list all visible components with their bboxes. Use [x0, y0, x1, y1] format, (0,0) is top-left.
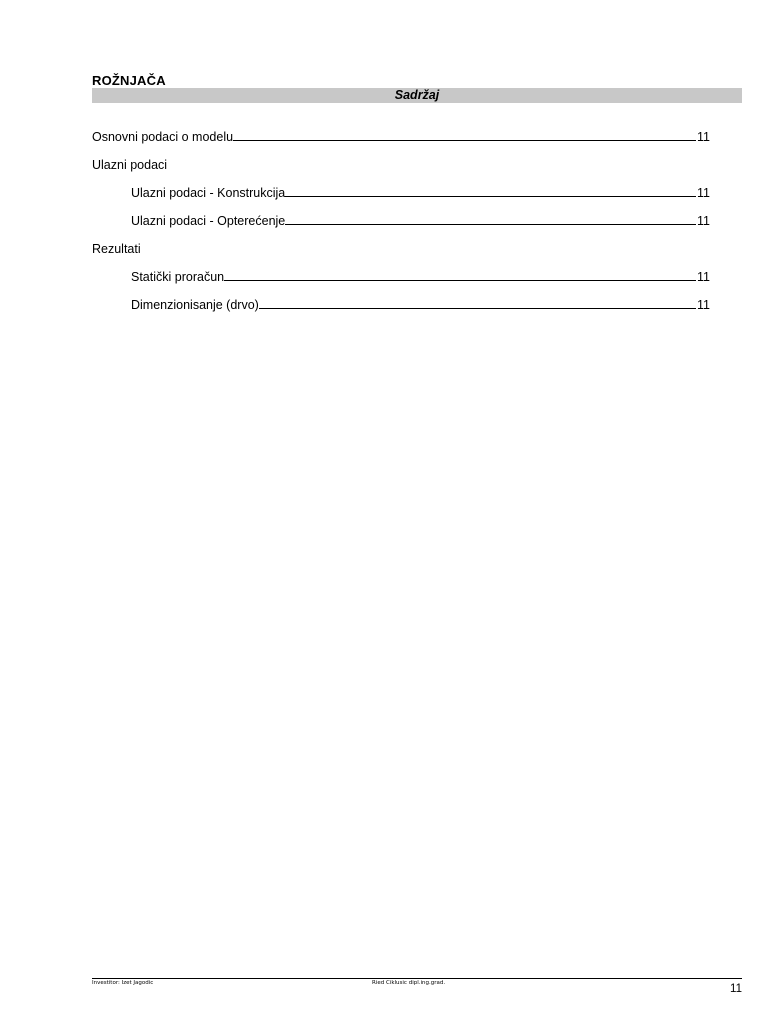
toc-entry-staticki-proracun[interactable] — [131, 269, 710, 285]
toc-entry-label: Statički proračun — [131, 270, 225, 284]
toc-leader-line — [224, 269, 696, 281]
toc-leader-line — [285, 185, 696, 197]
footer-investor: Investitor: Izet Jagodic — [92, 980, 154, 986]
toc-entry-page: 11 — [697, 298, 710, 312]
toc-entry-page: 11 — [697, 214, 710, 228]
toc-entry-page: 11 — [697, 270, 710, 284]
document-title: ROŽNJAČA — [92, 73, 166, 88]
toc-entry-osnovni-podaci[interactable] — [92, 129, 710, 145]
footer-divider — [92, 978, 742, 979]
toc-section-ulazni-podaci[interactable]: Ulazni podaci — [92, 158, 168, 172]
toc-header-bar — [92, 88, 742, 103]
toc-heading: Sadržaj — [394, 88, 440, 102]
toc-entry-label: Osnovni podaci o modelu — [92, 130, 234, 144]
toc-entry-label: Ulazni podaci - Konstrukcija — [131, 186, 286, 200]
toc-leader-line — [285, 213, 696, 225]
toc-leader-line — [259, 297, 696, 309]
toc-entry-label: Ulazni podaci - Opterećenje — [131, 214, 286, 228]
toc-entry-ulazni-konstrukcija[interactable] — [131, 185, 710, 201]
footer-author: Ried Ciklusic dipl.ing.grad. — [372, 980, 446, 986]
toc-entry-page: 11 — [697, 130, 710, 144]
toc-entry-dimenzionisanje[interactable] — [131, 297, 710, 313]
toc-entry-ulazni-opterecenje[interactable] — [131, 213, 710, 229]
page-number: 11 — [730, 983, 742, 995]
toc-leader-line — [233, 129, 696, 141]
toc-entry-label: Dimenzionisanje (drvo) — [131, 298, 259, 312]
toc-section-rezultati[interactable]: Rezultati — [92, 242, 141, 256]
toc-entry-page: 11 — [697, 186, 710, 200]
